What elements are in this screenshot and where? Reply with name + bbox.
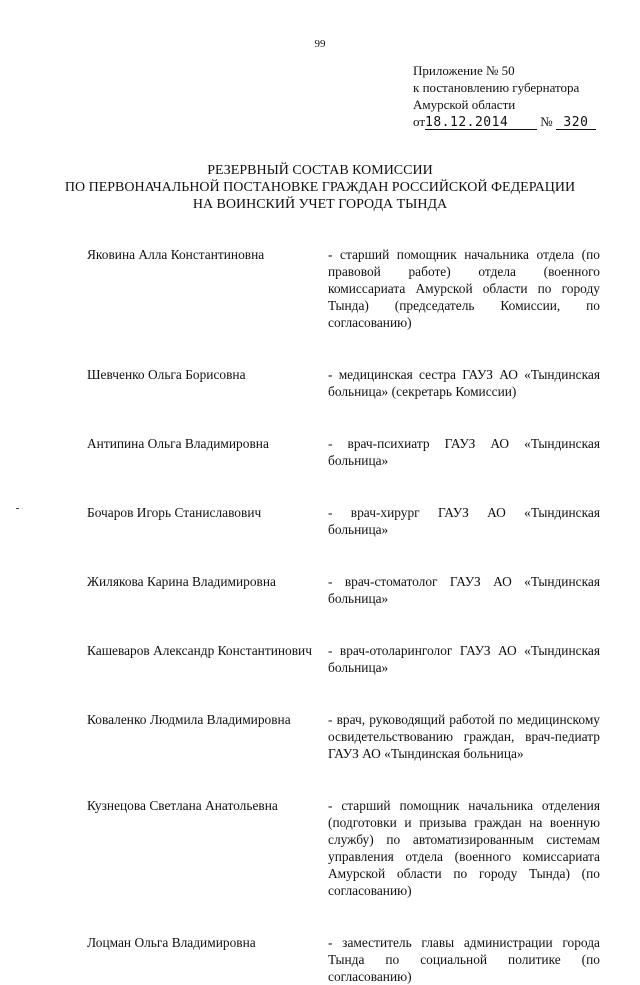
appendix-decree: к постановлению губернатора (413, 80, 580, 95)
member-role: - врач-стоматолог ГАУЗ АО «Тындинская больница» (328, 574, 600, 606)
margin-mark (16, 508, 19, 509)
member-name: Лоцман Ольга Владимировна (87, 935, 256, 950)
member-name: Антипина Ольга Владимировна (87, 436, 269, 451)
date-prefix: от (413, 114, 426, 129)
member-role: - заместитель главы администрации города Тында по социальной политике (по согласованию) (328, 935, 600, 984)
members-list (87, 246, 600, 985)
member-row (87, 504, 600, 538)
member-row (87, 366, 600, 400)
member-name: Шевченко Ольга Борисовна (87, 367, 246, 382)
title-line-1: РЕЗЕРВНЫЙ СОСТАВ КОМИССИИ (207, 163, 433, 178)
appendix-region: Амурской области (413, 97, 516, 112)
member-role: - медицинская сестра ГАУЗ АО «Тындинская больница» (секретарь Комиссии) (328, 367, 600, 399)
decree-number: 320 (556, 116, 596, 130)
member-row (87, 246, 600, 331)
document-title (0, 162, 640, 213)
member-role: - старший помощник начальника отделения (подготовки и призыва граждан на военную службу) по автоматизированным системам управления отдела (военного комиссариата Амурской области по городу Тында) (по согласованию) (328, 798, 600, 898)
member-row (87, 797, 600, 899)
member-role: - врач, руководящий работой по медицинскому освидетельствованию граждан, врач-педиатр ГАУЗ АО «Тындинская больница» (328, 712, 600, 761)
member-name: Кузнецова Светлана Анатольевна (87, 798, 278, 813)
member-row (87, 934, 600, 985)
appendix-header (413, 62, 596, 130)
member-name: Бочаров Игорь Станиславович (87, 505, 262, 520)
member-role: - врач-отоларинголог ГАУЗ АО «Тындинская больница» (328, 643, 600, 675)
appendix-date-line (413, 113, 596, 130)
member-name: Жилякова Карина Владимировна (87, 574, 276, 589)
member-role: - врач-психиатр ГАУЗ АО «Тындинская больница» (328, 436, 600, 468)
member-row (87, 435, 600, 469)
member-role: - старший помощник начальника отдела (по правовой работе) отдела (военного комиссариата Амурской области по городу Тында) (председатель Комиссии, по согласованию) (328, 247, 600, 330)
page-number: 99 (314, 38, 326, 50)
member-row (87, 573, 600, 607)
member-name: Яковина Алла Константиновна (87, 247, 265, 262)
member-row (87, 711, 600, 762)
appendix-number: Приложение № 50 (413, 63, 515, 78)
member-name: Коваленко Людмила Владимировна (87, 712, 291, 727)
decree-date: 18.12.2014 (425, 116, 537, 130)
title-line-2: ПО ПЕРВОНАЧАЛЬНОЙ ПОСТАНОВКЕ ГРАЖДАН РОССИЙСКОЙ ФЕДЕРАЦИИ (64, 180, 576, 195)
title-line-3: НА ВОИНСКИЙ УЧЕТ ГОРОДА ТЫНДА (192, 197, 448, 212)
member-role: - врач-хирург ГАУЗ АО «Тындинская больница» (328, 505, 600, 537)
member-name: Кашеваров Александр Константинович (87, 643, 312, 658)
member-row (87, 642, 600, 676)
number-prefix: № (540, 114, 553, 129)
